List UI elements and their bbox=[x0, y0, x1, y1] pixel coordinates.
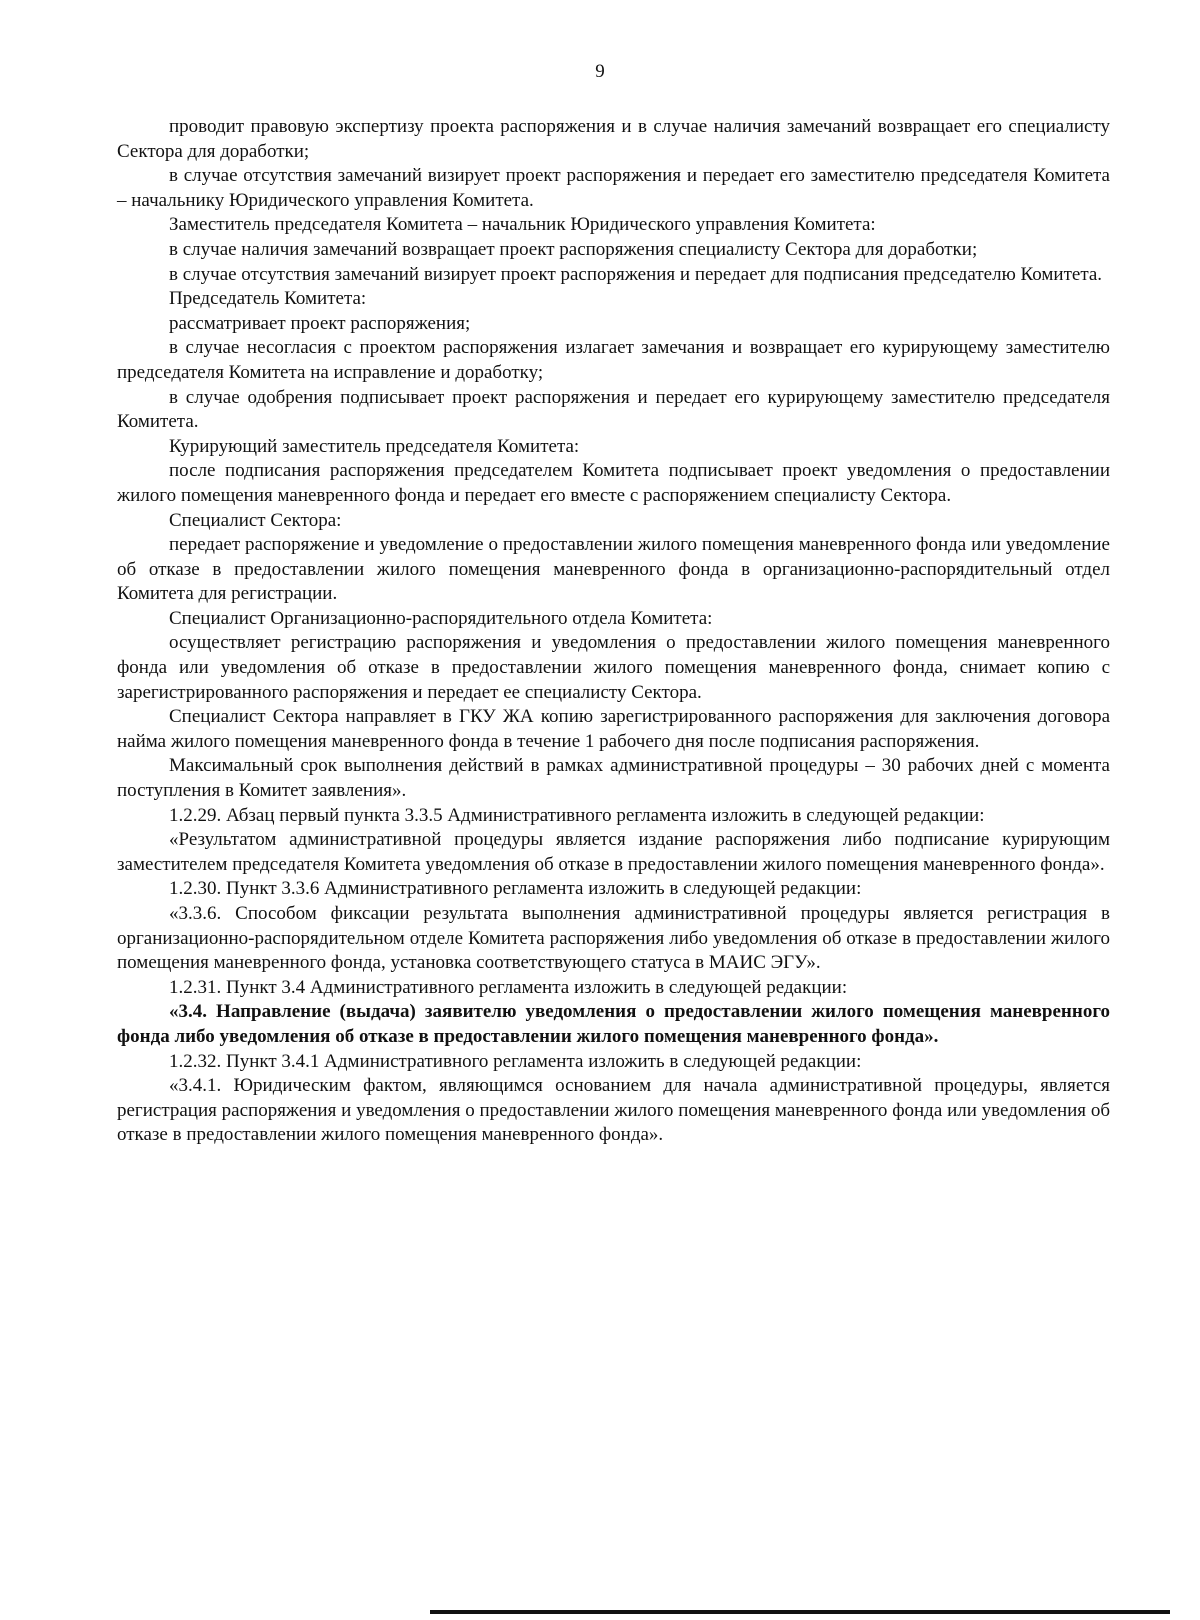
paragraph: «Результатом административной процедуры является издание распоряжения либо подписание курирующим заместителем председателя Комитета уведомления об отказе в предоставлении жилого помещения маневренного фонда». bbox=[117, 829, 1110, 875]
paragraph-bold-heading: «3.4. Направление (выдача) заявителю уведомления о предоставлении жилого помещения маневренного фонда либо уведомления об отказе в предоставлении жилого помещения маневренного фонда». bbox=[117, 1001, 1110, 1047]
paragraph: «3.3.6. Способом фиксации результата выполнения административной процедуры является регистрация в организационно-распорядительном отделе Комитета распоряжения либо уведомления об отказе в предоставлении жилого помещения маневренного фонда, установка соответствующего статуса в МАИС ЭГУ». bbox=[117, 903, 1110, 974]
page-number: 9 bbox=[595, 61, 605, 82]
paragraph: рассматривает проект распоряжения; bbox=[169, 312, 471, 334]
paragraph: 1.2.30. Пункт 3.3.6 Административного регламента изложить в следующей редакции: bbox=[169, 878, 862, 900]
paragraph: 1.2.29. Абзац первый пункта 3.3.5 Административного регламента изложить в следующей редакции: bbox=[169, 804, 985, 826]
paragraph: Специалист Организационно-распорядительного отдела Комитета: bbox=[169, 607, 713, 629]
paragraph: Максимальный срок выполнения действий в рамках административной процедуры – 30 рабочих дней с момента поступления в Комитет заявления». bbox=[117, 755, 1110, 802]
paragraph: проводит правовую экспертизу проекта распоряжения и в случае наличия замечаний возвращает его специалисту Сектора для доработки; bbox=[117, 116, 1110, 162]
paragraph: 1.2.32. Пункт 3.4.1 Административного регламента изложить в следующей редакции: bbox=[169, 1050, 862, 1072]
paragraph: передает распоряжение и уведомление о предоставлении жилого помещения маневренного фонда или уведомление об отказе в предоставлении жилого помещения маневренного фонда в организационно-распорядительный отдел Комитета для регистрации. bbox=[117, 534, 1110, 605]
paragraph: Специалист Сектора: bbox=[169, 509, 342, 531]
paragraph: в случае одобрения подписывает проект распоряжения и передает его курирующему заместителю председателя Комитета. bbox=[117, 386, 1110, 433]
paragraph: в случае отсутствия замечаний визирует проект распоряжения и передает его заместителю председателя Комитета – начальнику Юридического управления Комитета. bbox=[117, 165, 1110, 211]
paragraph: в случае отсутствия замечаний визирует проект распоряжения и передает для подписания председателю Комитета. bbox=[169, 263, 1103, 285]
paragraph: Заместитель председателя Комитета – начальник Юридического управления Комитета: bbox=[169, 214, 876, 236]
paragraph: после подписания распоряжения председателем Комитета подписывает проект уведомления о предоставлении жилого помещения маневренного фонда и передает его вместе с распоряжением специалисту Сектора. bbox=[117, 460, 1110, 506]
bottom-rule-divider bbox=[430, 1610, 1170, 1614]
paragraph: Председатель Комитета: bbox=[169, 288, 367, 310]
paragraph: Специалист Сектора направляет в ГКУ ЖА копию зарегистрированного распоряжения для заключения договора найма жилого помещения маневренного фонда в течение 1 рабочего дня после подписания распоряжения. bbox=[117, 706, 1110, 752]
paragraph: в случае несогласия с проектом распоряжения излагает замечания и возвращает его курирующему заместителю председателя Комитета на исправление и доработку; bbox=[117, 337, 1110, 383]
document-body bbox=[117, 115, 1110, 1148]
paragraph: «3.4.1. Юридическим фактом, являющимся основанием для начала административной процедуры, является регистрация распоряжения и уведомления о предоставлении жилого помещения маневренного фонда или уведомления об отказе в предоставлении жилого помещения маневренного фонда». bbox=[117, 1075, 1110, 1146]
paragraph: осуществляет регистрацию распоряжения и уведомления о предоставлении жилого помещения маневренного фонда или уведомления об отказе в предоставлении жилого помещения маневренного фонда, снимает копию с зарегистрированного распоряжения и передает ее специалисту Сектора. bbox=[117, 632, 1110, 703]
paragraph: в случае наличия замечаний возвращает проект распоряжения специалисту Сектора для доработки; bbox=[169, 238, 978, 260]
paragraph: Курирующий заместитель председателя Комитета: bbox=[169, 435, 580, 457]
paragraph: 1.2.31. Пункт 3.4 Административного регламента изложить в следующей редакции: bbox=[169, 976, 848, 998]
